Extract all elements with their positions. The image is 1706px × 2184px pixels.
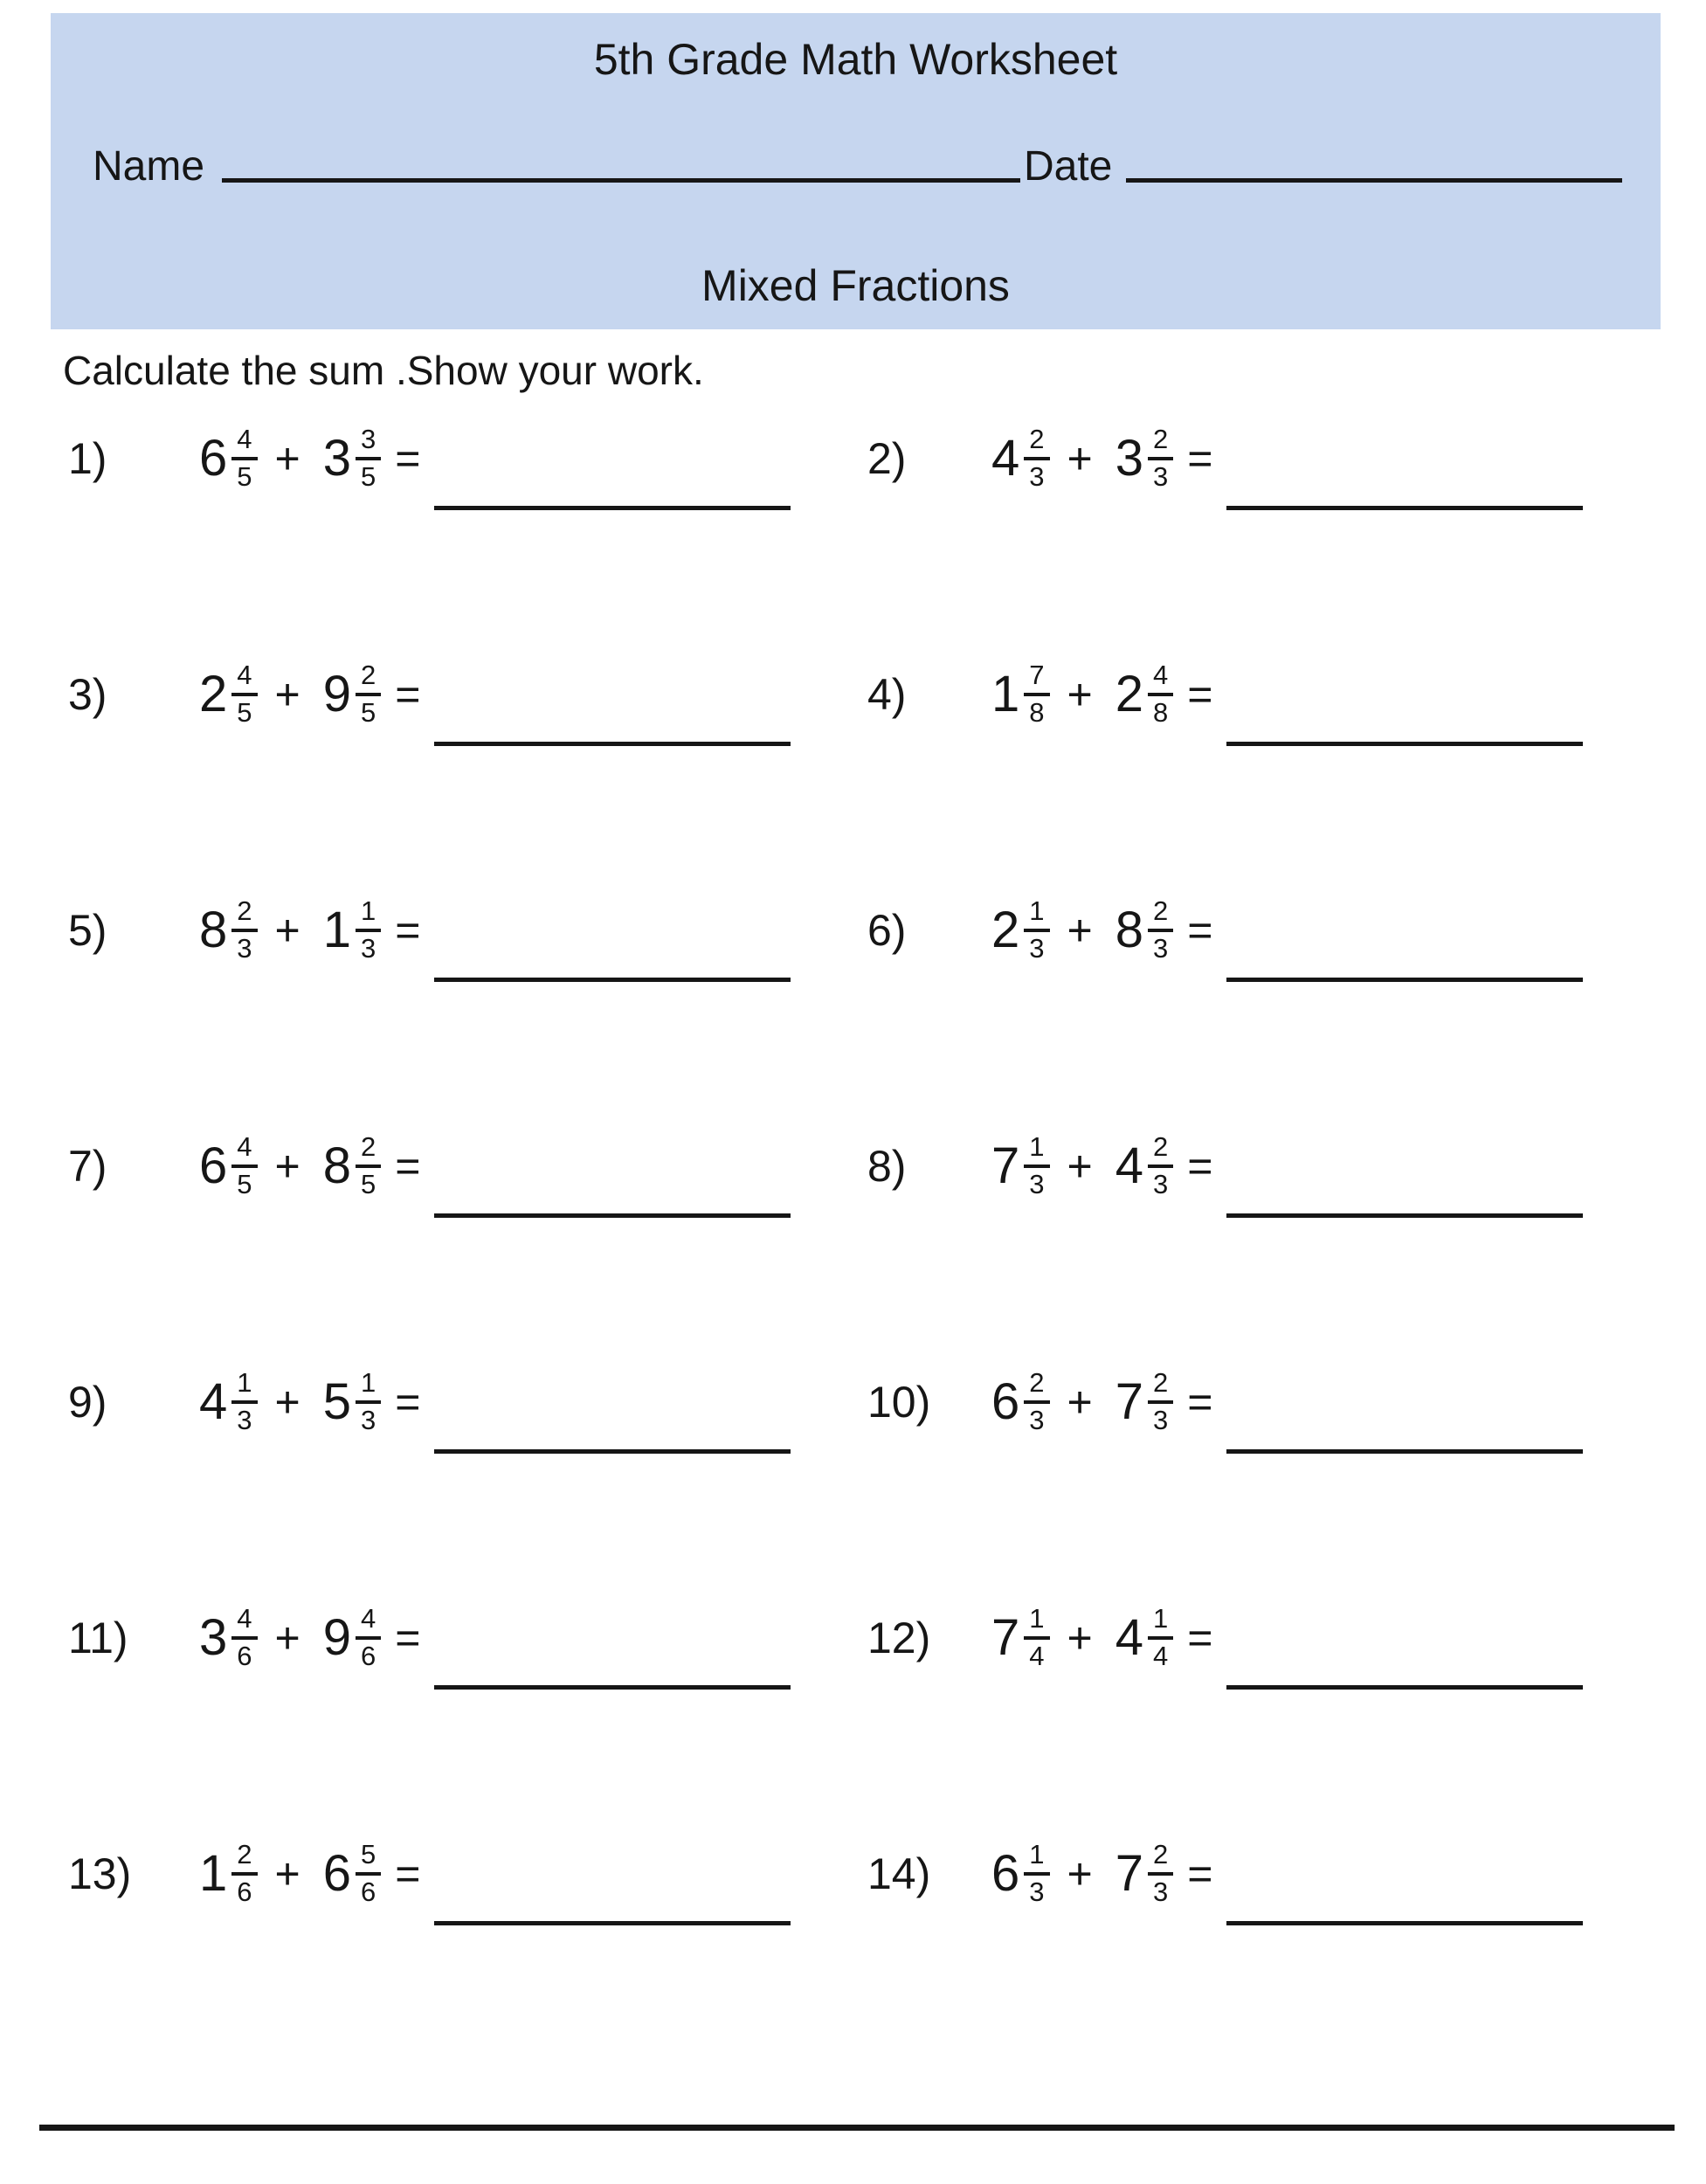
numerator: 2	[1024, 1369, 1049, 1404]
numerator: 1	[1024, 897, 1049, 932]
denominator: 4	[1152, 1641, 1169, 1671]
whole-number: 2	[199, 666, 228, 722]
denominator: 3	[1152, 1405, 1169, 1435]
fraction	[1024, 1841, 1049, 1906]
denominator: 3	[1029, 1405, 1045, 1435]
problem-row	[867, 625, 1583, 764]
equals-sign: =	[395, 1378, 421, 1427]
mixed-number	[1115, 1605, 1174, 1670]
whole-number: 3	[322, 430, 351, 487]
numerator: 4	[231, 425, 257, 460]
problem-row	[68, 389, 791, 529]
problem-row	[68, 1568, 791, 1708]
plus-sign: +	[1067, 906, 1093, 955]
name-date-row	[93, 142, 1622, 190]
whole-number: 2	[1115, 666, 1143, 722]
equals-sign: =	[1187, 1849, 1213, 1898]
fraction	[356, 1605, 381, 1670]
denominator: 3	[1152, 1169, 1169, 1199]
denominator: 6	[360, 1876, 376, 1907]
fraction	[1148, 1369, 1173, 1434]
whole-number: 8	[322, 1137, 351, 1194]
answer-blank[interactable]	[1226, 1449, 1583, 1454]
mixed-number	[199, 1133, 258, 1199]
fraction	[1024, 661, 1049, 727]
worksheet-subtitle: Mixed Fractions	[701, 261, 1010, 310]
fraction	[231, 1369, 257, 1434]
denominator: 5	[237, 697, 252, 728]
problem-number: 4)	[867, 670, 907, 719]
equals-sign: =	[1187, 1378, 1213, 1427]
fraction	[356, 1133, 381, 1199]
denominator: 3	[360, 933, 376, 964]
problem-row	[867, 1332, 1583, 1472]
problem-row	[867, 1804, 1583, 1944]
denominator: 3	[360, 1405, 376, 1435]
mixed-number	[323, 1605, 382, 1670]
denominator: 3	[1029, 461, 1045, 492]
denominator: 5	[360, 1169, 376, 1199]
plus-sign: +	[274, 1849, 300, 1898]
fraction	[1148, 1841, 1173, 1906]
fraction	[1148, 425, 1173, 491]
whole-number: 7	[991, 1609, 1020, 1666]
worksheet-title: 5th Grade Math Worksheet	[593, 35, 1118, 84]
mixed-number	[199, 661, 258, 727]
answer-blank[interactable]	[1226, 1213, 1583, 1218]
equals-sign: =	[1187, 434, 1213, 483]
plus-sign: +	[1067, 1378, 1093, 1427]
denominator: 6	[237, 1876, 252, 1907]
problem-row	[68, 860, 791, 1000]
problem-row	[68, 1804, 791, 1944]
numerator: 2	[356, 1133, 381, 1168]
numerator: 1	[1148, 1605, 1173, 1640]
equals-sign: =	[1187, 1614, 1213, 1662]
whole-number: 9	[322, 666, 351, 722]
numerator: 2	[1148, 425, 1173, 460]
fraction	[231, 1841, 257, 1906]
numerator: 5	[356, 1841, 381, 1876]
equals-sign: =	[395, 434, 421, 483]
problem-row	[867, 389, 1583, 529]
answer-blank[interactable]	[434, 742, 791, 746]
mixed-number	[323, 1133, 382, 1199]
problem-number: 3)	[68, 670, 107, 719]
numerator: 2	[1024, 425, 1049, 460]
fraction	[231, 1605, 257, 1670]
denominator: 8	[1029, 697, 1045, 728]
problem-number: 2)	[867, 434, 907, 483]
numerator: 4	[1148, 661, 1173, 696]
numerator: 4	[231, 1605, 257, 1640]
denominator: 3	[1029, 1876, 1045, 1907]
whole-number: 6	[991, 1845, 1020, 1902]
fraction	[231, 897, 257, 963]
numerator: 1	[356, 1369, 381, 1404]
whole-number: 3	[199, 1609, 228, 1666]
whole-number: 9	[322, 1609, 351, 1666]
mixed-number	[991, 1369, 1050, 1434]
whole-number: 2	[991, 902, 1020, 958]
whole-number: 7	[1115, 1845, 1143, 1902]
numerator: 1	[1024, 1841, 1049, 1876]
problem-number: 13)	[68, 1849, 132, 1898]
plus-sign: +	[274, 434, 300, 483]
plus-sign: +	[1067, 670, 1093, 719]
problem-row	[68, 625, 791, 764]
date-label: Date	[1023, 143, 1113, 190]
mixed-number	[991, 897, 1050, 963]
mixed-number	[991, 1133, 1050, 1199]
denominator: 6	[237, 1641, 252, 1671]
answer-blank[interactable]	[434, 506, 791, 510]
mixed-number	[991, 425, 1050, 491]
denominator: 3	[1152, 933, 1169, 964]
numerator: 1	[1024, 1133, 1049, 1168]
whole-number: 6	[991, 1373, 1020, 1430]
plus-sign: +	[274, 1614, 300, 1662]
fraction	[1148, 897, 1173, 963]
answer-blank[interactable]	[434, 1213, 791, 1218]
equals-sign: =	[395, 906, 421, 955]
fraction	[1024, 1605, 1049, 1670]
mixed-number	[199, 1605, 258, 1670]
mixed-number	[323, 425, 382, 491]
mixed-number	[991, 1605, 1050, 1670]
whole-number: 4	[1115, 1137, 1143, 1194]
problem-number: 7)	[68, 1142, 107, 1191]
plus-sign: +	[1067, 1849, 1093, 1898]
worksheet-header	[51, 13, 1661, 329]
fraction	[1148, 1605, 1173, 1670]
answer-blank[interactable]	[1226, 978, 1583, 982]
whole-number: 8	[199, 902, 228, 958]
mixed-number	[1115, 1133, 1174, 1199]
mixed-number	[991, 1841, 1050, 1906]
whole-number: 1	[991, 666, 1020, 722]
denominator: 3	[1152, 461, 1169, 492]
mixed-number	[1115, 1369, 1174, 1434]
answer-blank[interactable]	[434, 1449, 791, 1454]
numerator: 3	[356, 425, 381, 460]
fraction	[1148, 1133, 1173, 1199]
denominator: 6	[360, 1641, 376, 1671]
numerator: 1	[356, 897, 381, 932]
fraction	[1024, 897, 1049, 963]
mixed-number	[323, 897, 382, 963]
answer-blank[interactable]	[1226, 1921, 1583, 1925]
denominator: 3	[237, 1405, 252, 1435]
answer-blank[interactable]	[434, 1685, 791, 1690]
denominator: 3	[1029, 933, 1045, 964]
mixed-number	[199, 1841, 258, 1906]
mixed-number	[323, 1841, 382, 1906]
plus-sign: +	[274, 1378, 300, 1427]
denominator: 5	[360, 697, 376, 728]
whole-number: 4	[991, 430, 1020, 487]
mixed-number	[1115, 897, 1174, 963]
whole-number: 4	[199, 1373, 228, 1430]
equals-sign: =	[1187, 906, 1213, 955]
answer-blank[interactable]	[1226, 742, 1583, 746]
problem-number: 11)	[68, 1614, 128, 1662]
whole-number: 7	[991, 1137, 1020, 1194]
mixed-number	[323, 1369, 382, 1434]
instruction-text: Calculate the sum .Show your work.	[63, 348, 704, 393]
whole-number: 8	[1115, 902, 1143, 958]
fraction	[356, 425, 381, 491]
whole-number: 7	[1115, 1373, 1143, 1430]
fraction	[1024, 1133, 1049, 1199]
mixed-number	[1115, 425, 1174, 491]
numerator: 4	[231, 661, 257, 696]
problem-row	[867, 860, 1583, 1000]
fraction	[231, 661, 257, 727]
problem-row	[867, 1096, 1583, 1236]
answer-blank[interactable]	[434, 1921, 791, 1925]
answer-blank[interactable]	[1226, 1685, 1583, 1690]
problem-row	[867, 1568, 1583, 1708]
whole-number: 3	[1115, 430, 1143, 487]
denominator: 5	[360, 461, 376, 492]
equals-sign: =	[1187, 670, 1213, 719]
fraction	[1024, 1369, 1049, 1434]
denominator: 3	[1029, 1169, 1045, 1199]
plus-sign: +	[1067, 434, 1093, 483]
whole-number: 6	[322, 1845, 351, 1902]
answer-blank[interactable]	[434, 978, 791, 982]
plus-sign: +	[274, 670, 300, 719]
whole-number: 1	[199, 1845, 228, 1902]
denominator: 3	[237, 933, 252, 964]
fraction	[1024, 425, 1049, 491]
fraction	[231, 1133, 257, 1199]
mixed-number	[1115, 1841, 1174, 1906]
problem-number: 6)	[867, 906, 907, 955]
whole-number: 6	[199, 430, 228, 487]
numerator: 1	[231, 1369, 257, 1404]
problem-row	[68, 1332, 791, 1472]
problem-number: 8)	[867, 1142, 907, 1191]
numerator: 2	[1148, 897, 1173, 932]
numerator: 4	[356, 1605, 381, 1640]
numerator: 2	[231, 1841, 257, 1876]
plus-sign: +	[1067, 1614, 1093, 1662]
denominator: 4	[1029, 1641, 1045, 1671]
equals-sign: =	[395, 670, 421, 719]
numerator: 2	[1148, 1841, 1173, 1876]
whole-number: 1	[322, 902, 351, 958]
denominator: 5	[237, 1169, 252, 1199]
mixed-number	[323, 661, 382, 727]
numerator: 2	[231, 897, 257, 932]
numerator: 2	[1148, 1369, 1173, 1404]
whole-number: 4	[1115, 1609, 1143, 1666]
plus-sign: +	[274, 906, 300, 955]
numerator: 1	[1024, 1605, 1049, 1640]
mixed-number	[199, 897, 258, 963]
fraction	[356, 897, 381, 963]
answer-blank[interactable]	[1226, 506, 1583, 510]
fraction	[231, 425, 257, 491]
mixed-number	[991, 661, 1050, 727]
fraction	[1148, 661, 1173, 727]
problem-row	[68, 1096, 791, 1236]
fraction	[356, 1369, 381, 1434]
fraction	[356, 1841, 381, 1906]
numerator: 2	[356, 661, 381, 696]
problem-number: 1)	[68, 434, 107, 483]
denominator: 3	[1152, 1876, 1169, 1907]
equals-sign: =	[395, 1614, 421, 1662]
numerator: 2	[1148, 1133, 1173, 1168]
problem-number: 5)	[68, 906, 107, 955]
numerator: 4	[231, 1133, 257, 1168]
equals-sign: =	[1187, 1142, 1213, 1191]
denominator: 5	[237, 461, 252, 492]
footer-divider	[39, 2125, 1675, 2131]
plus-sign: +	[1067, 1142, 1093, 1191]
whole-number: 5	[322, 1373, 351, 1430]
mixed-number	[1115, 661, 1174, 727]
problem-number: 10)	[867, 1378, 931, 1427]
plus-sign: +	[274, 1142, 300, 1191]
numerator: 7	[1024, 661, 1049, 696]
name-blank[interactable]	[222, 178, 1020, 183]
mixed-number	[199, 425, 258, 491]
equals-sign: =	[395, 1849, 421, 1898]
problem-number: 9)	[68, 1378, 107, 1427]
fraction	[356, 661, 381, 727]
problem-number: 12)	[867, 1614, 931, 1662]
problem-number: 14)	[867, 1849, 931, 1898]
name-label: Name	[93, 143, 205, 190]
denominator: 8	[1152, 697, 1169, 728]
equals-sign: =	[395, 1142, 421, 1191]
date-blank[interactable]	[1126, 178, 1622, 183]
whole-number: 6	[199, 1137, 228, 1194]
mixed-number	[199, 1369, 258, 1434]
